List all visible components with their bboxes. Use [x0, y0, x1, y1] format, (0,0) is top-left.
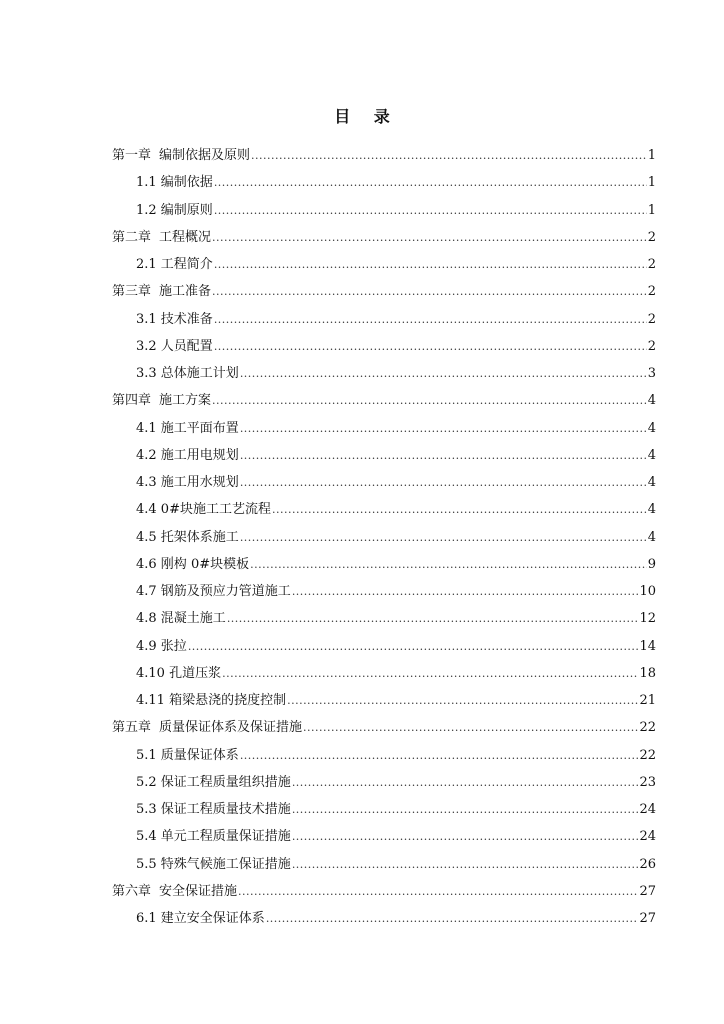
- toc-section-entry: [112, 251, 656, 278]
- dot-leader: [240, 415, 647, 442]
- dot-leader: [272, 496, 647, 523]
- toc-entry-label: [136, 769, 291, 796]
- entry-title: 5.4 单元工程质量保证措施: [136, 829, 291, 845]
- entry-title: 4.3 施工用水规划: [136, 475, 239, 490]
- entry-title: 3.1 技术准备: [136, 311, 213, 327]
- page-number: 4: [647, 393, 656, 409]
- dot-leader: [292, 769, 639, 796]
- page-number: 4: [647, 475, 656, 490]
- toc-entry-label: [136, 197, 213, 224]
- dot-leader: [240, 442, 647, 469]
- page-number: 14: [639, 638, 656, 654]
- toc-entry-label: [136, 169, 213, 196]
- toc-entry-label: [136, 905, 265, 932]
- entry-title: 5.2 保证工程质量组织措施: [136, 774, 291, 790]
- toc-section-entry: [112, 660, 656, 687]
- toc-section-entry: [112, 769, 656, 796]
- page-number: 2: [647, 229, 656, 245]
- toc-chapter-entry: [112, 142, 656, 169]
- entry-title: 1.2 编制原则: [136, 202, 213, 218]
- toc-entry-label: [136, 333, 213, 360]
- entry-title: 4.2 施工用电规划: [136, 447, 239, 463]
- dot-leader: [212, 224, 647, 251]
- toc-entry-label: [136, 742, 239, 769]
- dot-leader: [227, 605, 639, 632]
- page-number: 24: [639, 829, 656, 845]
- dot-leader: [303, 714, 638, 741]
- toc-section-entry: [112, 742, 656, 769]
- dot-leader: [212, 387, 647, 414]
- toc-section-entry: [112, 905, 656, 932]
- page-number: 2: [647, 284, 656, 300]
- dot-leader: [292, 578, 639, 605]
- dot-leader: [250, 551, 647, 578]
- dot-leader: [214, 169, 647, 196]
- toc-entry-label: [136, 633, 187, 660]
- entry-title: 4.5 托架体系施工: [136, 529, 239, 545]
- toc-section-entry: [112, 197, 656, 224]
- toc-entry-label: [136, 796, 291, 823]
- toc-section-entry: [112, 469, 656, 496]
- toc-section-entry: [112, 551, 656, 578]
- toc-chapter-entry: [112, 878, 656, 905]
- toc-list: [112, 142, 656, 932]
- toc-section-entry: [112, 687, 656, 714]
- dot-leader: [240, 524, 647, 551]
- entry-title: 4.11 箱梁悬浇的挠度控制: [136, 693, 287, 708]
- page-number: 1: [647, 148, 656, 163]
- entry-title: 3.2 人员配置: [136, 338, 213, 354]
- page-number: 23: [639, 774, 656, 790]
- page-number: 4: [647, 420, 656, 436]
- dot-leader: [188, 633, 639, 660]
- chapter-number: 第一章: [112, 148, 152, 163]
- entry-title: 安全保证措施: [159, 883, 238, 899]
- entry-title: 4.8 混凝土施工: [136, 611, 226, 627]
- toc-chapter-entry: [112, 224, 656, 251]
- toc-section-entry: [112, 169, 656, 196]
- chapter-number: 第四章: [112, 393, 152, 409]
- entry-title: 6.1 建立安全保证体系: [136, 911, 265, 926]
- toc-entry-label: [112, 142, 250, 169]
- dot-leader: [214, 306, 647, 333]
- toc-section-entry: [112, 796, 656, 823]
- toc-entry-label: [136, 306, 213, 333]
- entry-title: 2.1 工程简介: [136, 257, 213, 272]
- toc-section-entry: [112, 633, 656, 660]
- toc-entry-label: [136, 851, 291, 878]
- entry-title: 4.6 刚构 0#块模板: [136, 556, 250, 572]
- entry-title: 4.4 0#块施工工艺流程: [136, 502, 271, 518]
- toc-section-entry: [112, 524, 656, 551]
- toc-entry-label: [136, 823, 291, 850]
- entry-title: 4.1 施工平面布置: [136, 420, 239, 436]
- toc-entry-label: [136, 605, 226, 632]
- entry-title: 4.9 张拉: [136, 638, 187, 654]
- page-number: 1: [647, 202, 656, 218]
- toc-entry-label: [112, 278, 211, 305]
- dot-leader: [266, 905, 639, 932]
- page-number: 3: [647, 366, 656, 381]
- entry-title: 工程概况: [159, 229, 212, 245]
- toc-entry-label: [136, 687, 286, 714]
- toc-section-entry: [112, 333, 656, 360]
- entry-title: 施工方案: [159, 393, 212, 409]
- entry-title: 4.10 孔道压浆: [136, 665, 222, 681]
- toc-chapter-entry: [112, 387, 656, 414]
- dot-leader: [238, 878, 638, 905]
- entry-title: 3.3 总体施工计划: [136, 366, 239, 381]
- toc-entry-label: [136, 360, 239, 387]
- page-number: 1: [647, 175, 656, 191]
- toc-entry-label: [112, 714, 302, 741]
- dot-leader: [222, 660, 638, 687]
- chapter-number: 第六章: [112, 883, 152, 899]
- page-number: 22: [639, 720, 656, 736]
- toc-entry-label: [136, 442, 239, 469]
- page-number: 12: [639, 611, 656, 627]
- toc-section-entry: [112, 306, 656, 333]
- page-number: 9: [647, 556, 656, 572]
- dot-leader: [240, 469, 647, 496]
- toc-entry-label: [136, 496, 271, 523]
- toc-section-entry: [112, 851, 656, 878]
- dot-leader: [214, 333, 647, 360]
- toc-entry-label: [136, 469, 239, 496]
- entry-title: 5.1 质量保证体系: [136, 747, 239, 763]
- page-number: 24: [639, 802, 656, 817]
- entry-title: 质量保证体系及保证措施: [159, 720, 303, 736]
- toc-section-entry: [112, 360, 656, 387]
- dot-leader: [212, 278, 647, 305]
- toc-entry-label: [112, 387, 211, 414]
- dot-leader: [292, 851, 639, 878]
- page-number: 27: [639, 883, 656, 899]
- dot-leader: [240, 360, 647, 387]
- chapter-number: 第三章: [112, 284, 152, 300]
- page-number: 27: [639, 911, 656, 926]
- dot-leader: [292, 796, 639, 823]
- toc-entry-label: [136, 660, 221, 687]
- page-number: 22: [639, 747, 656, 763]
- dot-leader: [251, 142, 647, 169]
- page-number: 21: [639, 693, 656, 708]
- toc-section-entry: [112, 578, 656, 605]
- chapter-number: 第二章: [112, 229, 152, 245]
- page-number: 18: [639, 665, 656, 681]
- toc-entry-label: [112, 224, 211, 251]
- page-number: 2: [647, 311, 656, 327]
- entry-title: 编制依据及原则: [159, 148, 251, 163]
- toc-section-entry: [112, 605, 656, 632]
- toc-chapter-entry: [112, 714, 656, 741]
- toc-section-entry: [112, 823, 656, 850]
- toc-section-entry: [112, 415, 656, 442]
- entry-title: 1.1 编制依据: [136, 175, 213, 191]
- toc-title: 目 录: [334, 107, 399, 126]
- toc-entry-label: [112, 878, 237, 905]
- dot-leader: [240, 742, 639, 769]
- dot-leader: [292, 823, 639, 850]
- toc-entry-label: [136, 578, 291, 605]
- entry-title: 5.3 保证工程质量技术措施: [136, 802, 291, 817]
- entry-title: 施工准备: [159, 284, 212, 300]
- page-number: 10: [639, 584, 656, 599]
- toc-entry-label: [136, 251, 213, 278]
- entry-title: 4.7 钢筋及预应力管道施工: [136, 584, 291, 599]
- toc-section-entry: [112, 442, 656, 469]
- dot-leader: [214, 251, 647, 278]
- entry-title: 5.5 特殊气候施工保证措施: [136, 856, 291, 872]
- page-number: 2: [647, 338, 656, 354]
- page-number: 2: [647, 257, 656, 272]
- toc-chapter-entry: [112, 278, 656, 305]
- page-number: 4: [647, 447, 656, 463]
- toc-entry-label: [136, 524, 239, 551]
- page-number: 4: [647, 502, 656, 518]
- dot-leader: [214, 197, 647, 224]
- page-number: 4: [647, 529, 656, 545]
- chapter-number: 第五章: [112, 720, 152, 736]
- toc-entry-label: [136, 415, 239, 442]
- toc-entry-label: [136, 551, 249, 578]
- toc-section-entry: [112, 496, 656, 523]
- page-number: 26: [639, 856, 656, 872]
- dot-leader: [287, 687, 638, 714]
